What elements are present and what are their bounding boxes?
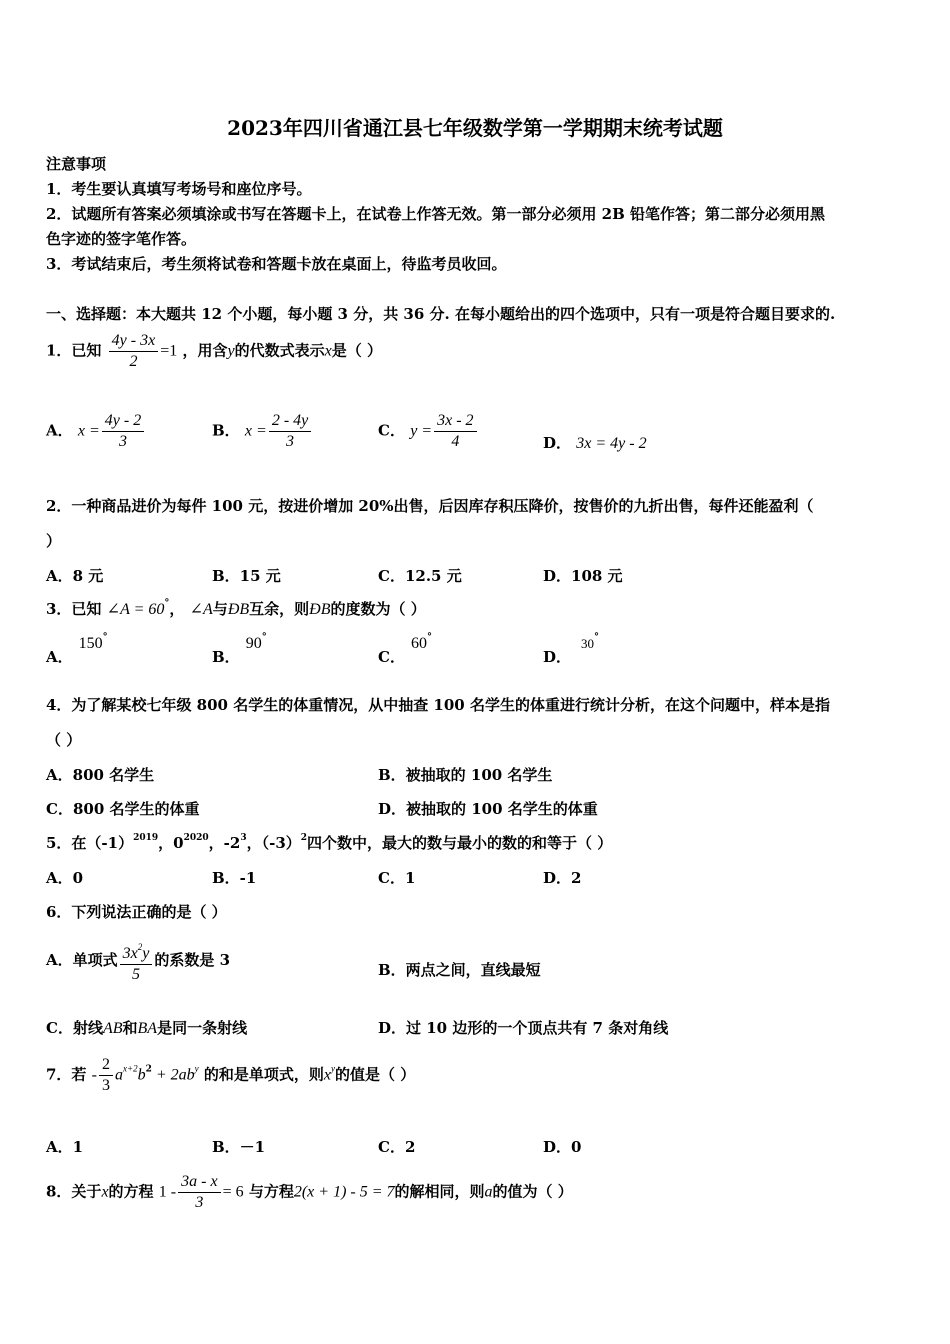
q6-option-c[interactable]: C．射线AB和BA是同一条射线 bbox=[46, 1019, 248, 1037]
q4-option-a[interactable]: A．800 名学生 bbox=[46, 766, 155, 784]
page-title: 2023年四川省通江县七年级数学第一学期期末统考试题 bbox=[227, 116, 723, 140]
question-5: 5．在$(-1)^{2019}$，$0^{2020}$，$-2^3$，$(-3)^2$四个数中，最大的数与最小的数的和等于（ ） bbox=[46, 833, 613, 852]
question-2: 2．一种商品进价为每件 100 元，按进价增加 20%出售，后因库存积压降价，按售价的九折出售，每件还能盈利（ bbox=[46, 497, 814, 515]
notice-item-1: 1．考生要认真填写考场号和座位序号。 bbox=[46, 180, 312, 198]
q4-option-d[interactable]: D．被抽取的 100 名学生的体重 bbox=[378, 800, 598, 818]
q5-option-a[interactable]: A．0 bbox=[46, 869, 84, 887]
q6-option-b[interactable]: B．两点之间，直线最短 bbox=[378, 961, 541, 979]
q1-option-c[interactable]: C． y = $\frac{3x - 2}{4}$ bbox=[378, 411, 479, 452]
q5-option-d[interactable]: D．2 bbox=[543, 869, 582, 887]
question-1: 1．已知 $\frac{4y - 3x}{2}$ =1 ，用含y的代数式表示x是（ ） bbox=[46, 332, 382, 370]
q7-option-b[interactable]: B．－1 bbox=[212, 1138, 266, 1156]
q3-option-c[interactable]: C．60° bbox=[378, 632, 432, 666]
question-8: 8．关于x的方程 1 - $\frac{3a - x}{3}$ = 6 与方程2(x + 1) - 5 = 7的解相同，则a的值为（ ） bbox=[46, 1173, 573, 1211]
q1-option-d[interactable]: D． 3x = 4y - 2 bbox=[543, 434, 647, 452]
notice-item-2-cont: 色字迹的签字笔作答。 bbox=[46, 230, 197, 248]
q4-option-c[interactable]: C．800 名学生的体重 bbox=[46, 800, 200, 818]
q2-option-d[interactable]: D．108 元 bbox=[543, 567, 623, 585]
q1-fraction: $\frac{4y - 3x}{2}$ bbox=[109, 331, 159, 372]
notice-heading: 注意事项 bbox=[46, 155, 107, 173]
notice-item-3: 3．考试结束后，考生须将试卷和答题卡放在桌面上，待监考员收回。 bbox=[46, 255, 507, 273]
q3-option-a[interactable]: A．150° bbox=[46, 632, 108, 666]
section-heading: 一、选择题：本大题共 12 个小题，每小题 3 分，共 36 分. 在每小题给出的四个选项中，只有一项是符合题目要求的. bbox=[46, 305, 836, 323]
q1-prefix: 1．已知 bbox=[46, 341, 102, 360]
q1-option-b[interactable]: B． x = $\frac{2 - 4y}{3}$ bbox=[212, 411, 313, 452]
q6-option-a[interactable]: A．单项式 $\frac{3x^2y}{5}$ 的系数是 3 bbox=[46, 937, 230, 985]
question-7: 7．若 - $\frac{2}{3}$ $a^{x+2}b^2 + 2ab^y$ 的和是单项式，则$x^y$的值是（ ） bbox=[46, 1056, 416, 1094]
question-3: 3．已知 ∠A = 60°， ∠A与ÐB互余，则ÐB的度数为（ ） bbox=[46, 598, 426, 618]
question-6: 6．下列说法正确的是（ ） bbox=[46, 903, 227, 921]
q2-option-c[interactable]: C．12.5 元 bbox=[378, 567, 462, 585]
q7-option-d[interactable]: D．0 bbox=[543, 1138, 582, 1156]
notice-item-2: 2．试题所有答案必须填涂或书写在答题卡上，在试卷上作答无效。第一部分必须用 2B 铅笔作答；第二部分必须用黑 bbox=[46, 205, 826, 223]
q2-option-b[interactable]: B．15 元 bbox=[212, 567, 281, 585]
q6-option-d[interactable]: D．过 10 边形的一个顶点共有 7 条对角线 bbox=[378, 1019, 669, 1037]
question-4-cont: （ ） bbox=[46, 731, 82, 749]
q5-option-b[interactable]: B．-1 bbox=[212, 869, 257, 887]
q3-option-b[interactable]: B．90° bbox=[212, 632, 267, 666]
q7-option-a[interactable]: A．1 bbox=[46, 1138, 84, 1156]
q7-option-c[interactable]: C．2 bbox=[378, 1138, 416, 1156]
q3-option-d[interactable]: D．30° bbox=[543, 632, 600, 666]
q2-option-a[interactable]: A．8 元 bbox=[46, 567, 104, 585]
question-4: 4．为了解某校七年级 800 名学生的体重情况，从中抽查 100 名学生的体重进行统计分析，在这个问题中，样本是指 bbox=[46, 696, 830, 714]
q5-option-c[interactable]: C．1 bbox=[378, 869, 416, 887]
q4-option-b[interactable]: B．被抽取的 100 名学生 bbox=[378, 766, 553, 784]
question-2-cont: ） bbox=[46, 532, 62, 550]
q1-option-a[interactable]: A． x = $\frac{4y - 2}{3}$ bbox=[46, 411, 146, 452]
